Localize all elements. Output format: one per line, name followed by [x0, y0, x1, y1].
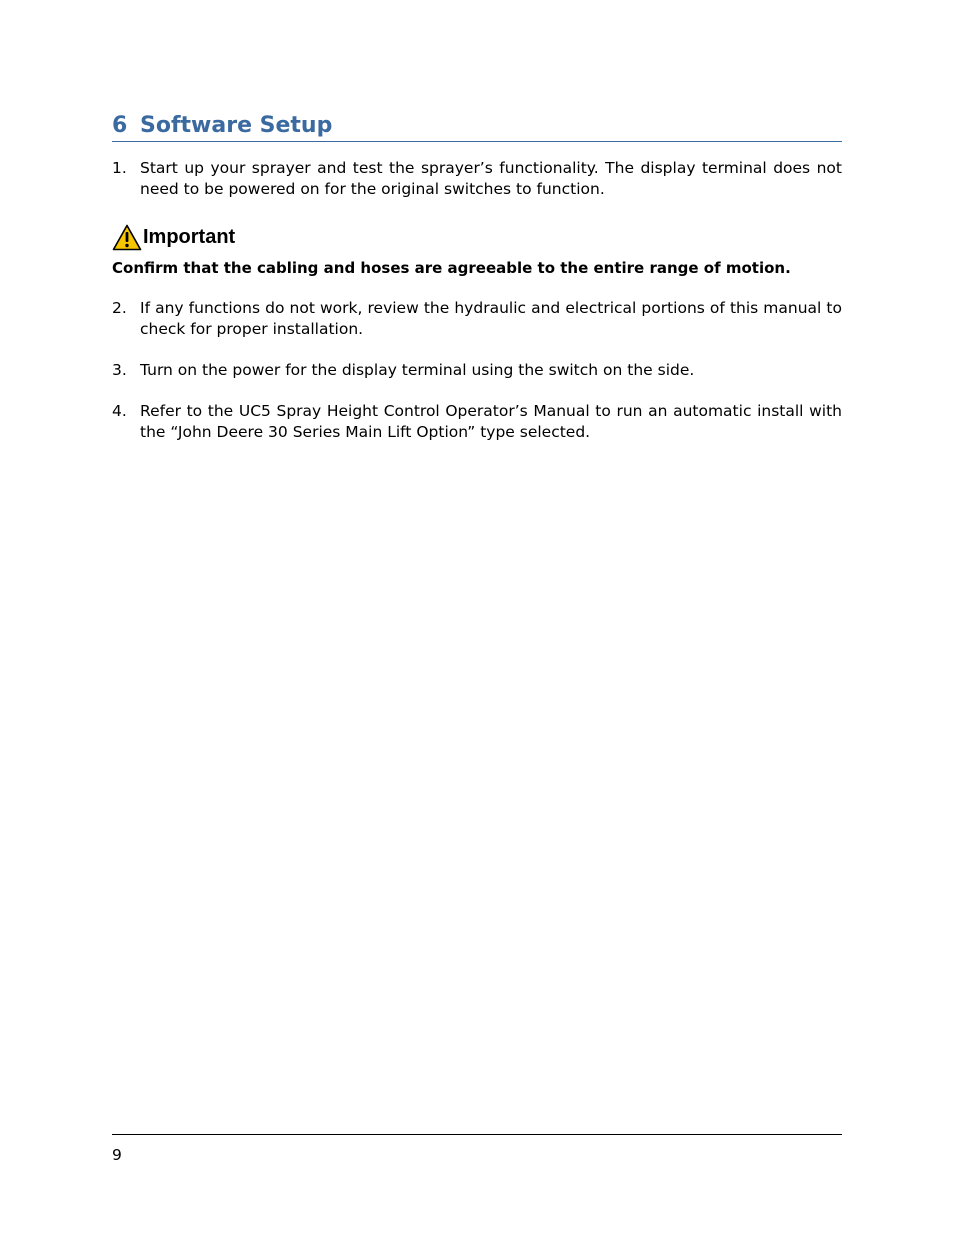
important-label: Important	[143, 226, 236, 248]
step-text: Start up your sprayer and test the sprayer’s functionality. The display terminal does not need to be powered on for the original switches to function.	[140, 159, 842, 198]
step-text: Turn on the power for the display terminal using the switch on the side.	[140, 361, 695, 379]
warning-triangle-icon	[112, 224, 142, 251]
section-number: 6	[112, 113, 128, 138]
step-text: If any functions do not work, review the hydraulic and electrical portions of this manual to check for proper installation.	[140, 299, 842, 338]
important-callout	[112, 223, 235, 251]
footer-divider	[112, 1134, 842, 1135]
step-item	[112, 298, 842, 340]
section-title: Software Setup	[140, 113, 333, 138]
step-item	[112, 360, 842, 381]
step-item	[112, 158, 842, 200]
step-number: 2.	[112, 299, 127, 317]
step-item	[112, 401, 842, 443]
document-page	[112, 0, 842, 1235]
step-number: 4.	[112, 402, 127, 420]
step-number: 1.	[112, 159, 127, 177]
important-message: Confirm that the cabling and hoses are agreeable to the entire range of motion.	[112, 259, 791, 277]
step-text: Refer to the UC5 Spray Height Control Operator’s Manual to run an automatic install with the “John Deere 30 Series Main Lift Option” type selected.	[140, 402, 842, 441]
page-number: 9	[112, 1146, 122, 1164]
section-heading	[112, 111, 842, 142]
step-number: 3.	[112, 361, 127, 379]
